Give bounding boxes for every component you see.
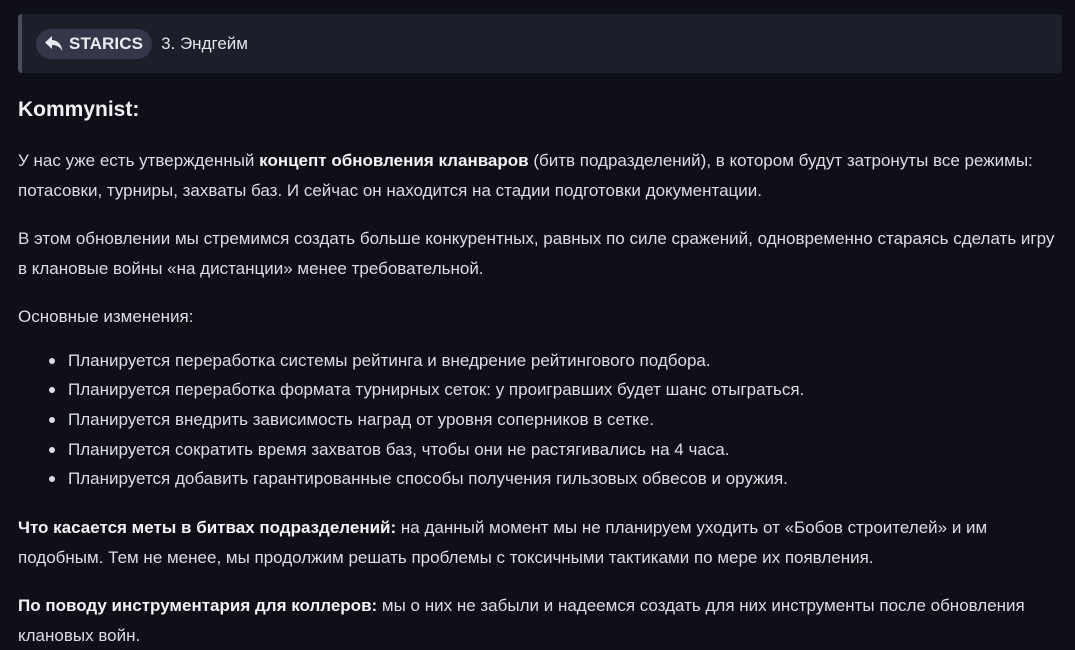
back-to-starics-button[interactable] xyxy=(36,29,152,59)
reply-arrow-icon xyxy=(44,35,64,53)
replied-post-title[interactable]: 3. Эндгейм xyxy=(161,33,248,53)
p4-text-after: на данный момент мы не планируем уходить от «Бобов строителей» и им подобным. Тем не менее, мы продолжим решать проблемы с токсичными тактиками по мере их появления. xyxy=(18,518,988,567)
post-content xyxy=(18,96,1066,650)
paragraph-concept xyxy=(18,146,1066,205)
paragraph-goals: В этом обновлении мы стремимся создать больше конкурентных, равных по силе сражений, одновременно стараясь сделать игру в клановые войны «на дистанции» менее требовательной. xyxy=(18,229,1055,278)
p5-text-after: мы о них не забыли и надеемся создать для них инструменты после обновления клановых войн. xyxy=(18,596,1025,645)
p1-text-after: (битв подразделений), в котором будут затронуты все режимы: потасовки, турниры, захваты баз. И сейчас он находится на стадии подготовки документации. xyxy=(18,151,1033,200)
back-label: STARICS xyxy=(69,33,144,53)
reply-bar[interactable] xyxy=(18,14,1062,73)
paragraph-main-changes: Основные изменения: xyxy=(18,307,194,326)
p1-text-before: У нас уже есть утвержденный xyxy=(18,151,260,170)
paragraph-meta xyxy=(18,513,1066,572)
list-item: Планируется переработка формата турнирных сеток: у проигравших будет шанс отыграться. xyxy=(68,375,1066,405)
list-item: Планируется сократить время захватов баз, чтобы они не растягивались на 4 часа. xyxy=(68,435,1066,465)
changes-list xyxy=(18,346,1066,495)
list-item: Планируется внедрить зависимость наград от уровня соперников в сетке. xyxy=(68,405,1066,435)
p4-bold: Что касается меты в битвах подразделений: xyxy=(18,518,397,538)
p5-bold: По поводу инструментария для коллеров: xyxy=(18,596,378,616)
list-item: Планируется переработка системы рейтинга и внедрение рейтингового подбора. xyxy=(68,346,1066,376)
p1-bold: концепт обновления кланваров xyxy=(259,151,529,170)
paragraph-callers xyxy=(18,591,1066,650)
list-item: Планируется добавить гарантированные способы получения гильзовых обвесов и оружия. xyxy=(68,464,1066,494)
author-name: Kommynist: xyxy=(18,98,140,121)
